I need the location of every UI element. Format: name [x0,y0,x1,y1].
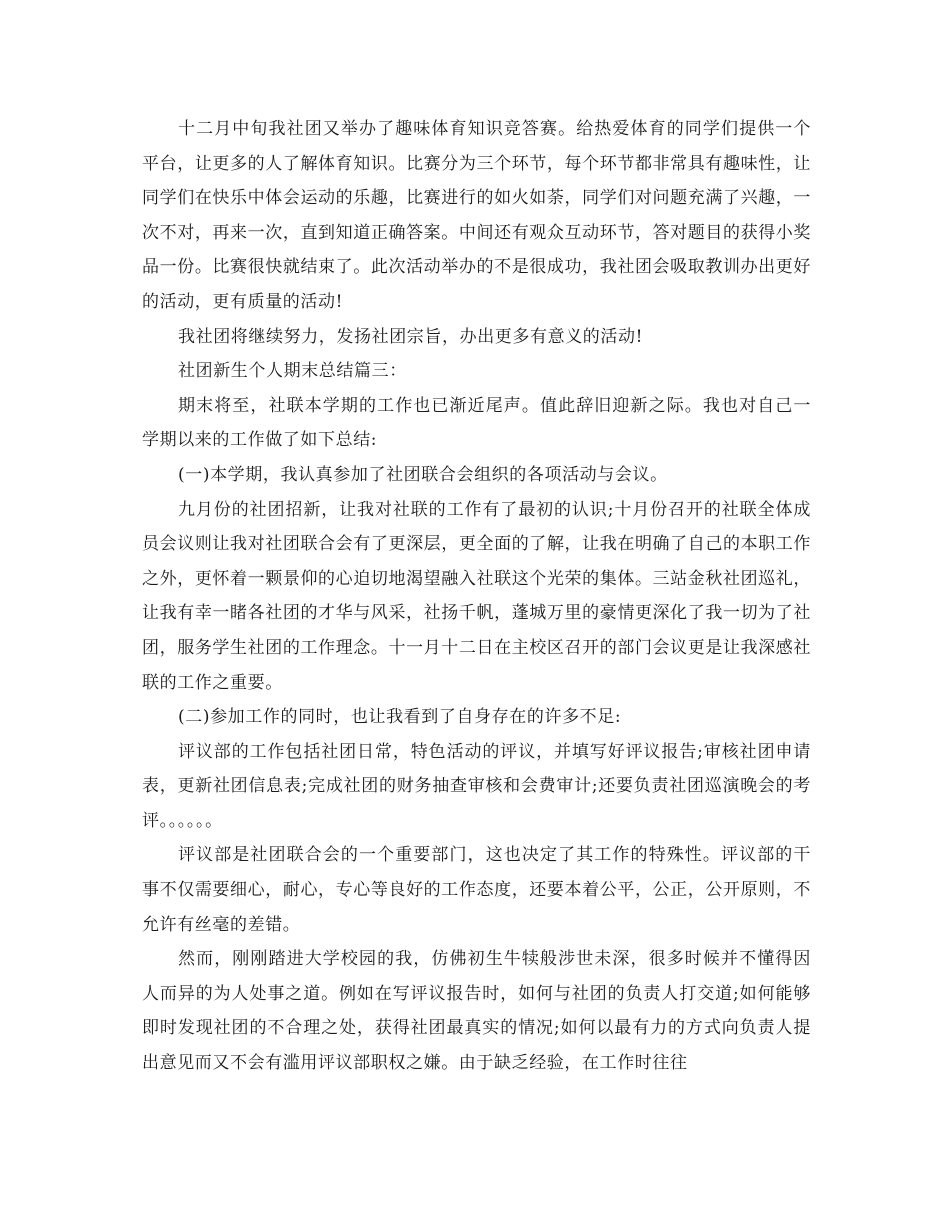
paragraph-2: 我社团将继续努力，发扬社团宗旨，办出更多有意义的活动! [178,326,644,347]
paragraph-4: (一)本学期，我认真参加了社团联合会组织的各项活动与会议。 [178,464,668,485]
paragraph-1: 十二月中旬我社团又举办了趣味体育知识竞答赛。给热爱体育的同学们提供一个平台，让更多的人了解体育知识。比赛分为三个环节，每个环节都非常具有趣味性，让同学们在快乐中体会运动的乐趣，比赛进行的如火如荼，同学们对问题充满了兴趣，一次不对，再来一次，直到知道正确答案。中间还有观众互动环节，答对题目的获得小奖品一份。比赛很快就结束了。此次活动举办的不是很成功，我社团会吸取教训办出更好的活动，更有质量的活动! [142,119,811,312]
section-heading: 社团新生个人期末总结篇三： [178,361,407,382]
paragraph-5: 九月份的社团招新，让我对社联的工作有了最初的认识;十月份召开的社联全体成员会议则让我对社团联合会有了更深层，更全面的了解，让我在明确了自己的本职工作之外，更怀着一颗景仰的心迫切地渴望融入社联这个光荣的集体。三站金秋社团巡礼，让我有幸一睹各社团的才华与风采，社扬千帆，蓬城万里的豪情更深化了我一切为了社团，服务学生社团的工作理念。十一月十二日在主校区召开的部门会议更是让我深感社联的工作之重要。 [142,499,811,693]
paragraph-7: 评议部的工作包括社团日常，特色活动的评议，并填写好评议报告;审核社团申请表，更新社团信息表;完成社团的财务抽查审核和会费审计;还要负责社团巡演晚会的考评。。。。。。 [142,741,811,831]
paragraph-3: 期末将至，社联本学期的工作也已渐近尾声。值此辞旧迎新之际。我也对自己一学期以来的工作做了如下总结: [142,395,811,451]
document-body [142,112,811,1081]
paragraph-8: 评议部是社团联合会的一个重要部门，这也决定了其工作的特殊性。评议部的干事不仅需要细心，耐心，专心等良好的工作态度，还要本着公平，公正，公开原则，不允许有丝毫的差错。 [142,845,811,935]
paragraph-6: (二)参加工作的同时，也让我看到了自身存在的许多不足: [178,707,622,728]
paragraph-9: 然而，刚刚踏进大学校园的我，仿佛初生牛犊般涉世未深，很多时候并不懂得因人而异的为人处事之道。例如在写评议报告时，如何与社团的负责人打交道;如何能够即时发现社团的不合理之处，获得社团最真实的情况;如何以最有力的方式向负责人提出意见而又不会有滥用评议部职权之嫌。由于缺乏经验，在工作时往往 [142,949,811,1074]
